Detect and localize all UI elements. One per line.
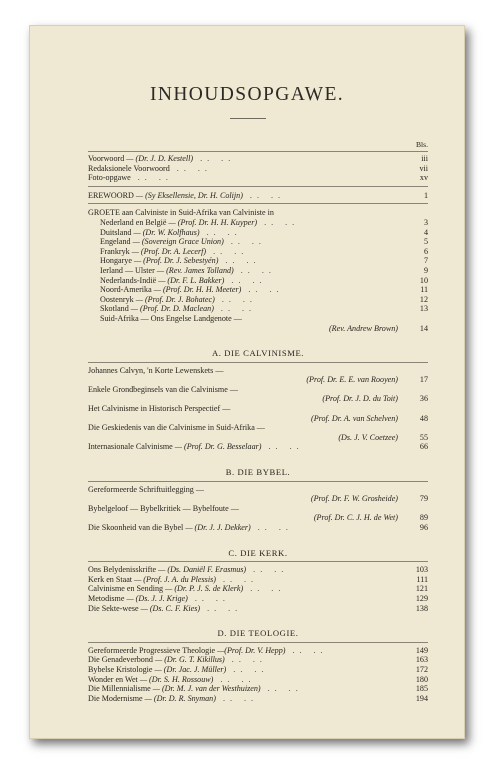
divider (88, 362, 428, 363)
entry-title: Die Sekte-wese (88, 603, 139, 613)
toc-entry (88, 655, 428, 665)
toc-entry (88, 266, 428, 276)
entry-author: — (Prof. Dr. D. Maclean) (128, 304, 214, 314)
entry-title: Oostenryk (100, 294, 134, 304)
leader-dots: .. .. (257, 217, 300, 227)
entry-title: Voorwoord (88, 154, 125, 163)
leader-dots: .. .. (233, 265, 276, 275)
leader-dots: .. .. (226, 664, 269, 674)
entry-title: Hongarye (100, 256, 132, 266)
toc-entry (88, 324, 428, 334)
leader-dots: .. .. (218, 256, 261, 266)
toc-content (88, 140, 428, 703)
entry-author: — (Prof. Dr. H. H. Meeter) (151, 285, 242, 295)
page-number: 11 (420, 285, 428, 295)
page-number: 66 (419, 442, 428, 452)
entry-author: — (Ds. C. F. Kies) (138, 603, 201, 613)
leader-dots: .. .. (250, 523, 293, 532)
toc-entry (88, 513, 428, 523)
spacer (88, 333, 428, 341)
toc-entry (88, 164, 428, 174)
page-number: 149 (415, 645, 428, 655)
page-number: 3 (423, 217, 428, 227)
page-number: 6 (423, 246, 428, 256)
entry-author: — (Dr. G. T. Kikillus) (152, 655, 225, 665)
divider (88, 561, 428, 562)
entry-author: — (Ds. Daniël F. Erasmus) (156, 565, 247, 575)
toc-entry (88, 684, 428, 694)
page-column-heading: Bls. (415, 140, 428, 149)
toc-entry (88, 295, 428, 305)
entry-title: EREWOORD (88, 190, 134, 200)
entry-author: — (Sovereign Grace Union) (130, 237, 224, 247)
entry-title: Die Skoonheid van die Bybel (88, 523, 184, 532)
toc-entry (88, 442, 428, 452)
leader-dots: .. .. (193, 154, 236, 163)
entry-author: — (Dr. S. H. Rossouw) (137, 674, 214, 684)
page-number: 4 (423, 227, 428, 237)
page-number: 172 (415, 664, 428, 674)
toc-entry (88, 191, 428, 201)
toc-entry (88, 285, 428, 295)
page-number: 1 (423, 190, 428, 200)
entry-title: Bybelse Kristologie (88, 664, 153, 674)
entry-author: — (Dr. Jac. J. Müller) (152, 664, 227, 674)
entry-author: — (Dr. W. Kolfhaus) (131, 227, 200, 237)
divider (88, 186, 428, 187)
leader-dots: .. .. (214, 294, 257, 304)
page-number: 17 (419, 375, 428, 385)
leader-dots: .. .. (200, 603, 243, 613)
section-heading: D. DIE TEOLOGIE. (217, 628, 299, 639)
entry-author: — (Prof. J. A. du Plessis) (132, 574, 216, 584)
entry-title: Die Genadeverbond (88, 655, 153, 665)
page-number: 138 (415, 603, 428, 613)
toc-entry (88, 494, 428, 504)
entry-title: Nederland en België (100, 217, 167, 227)
entry-title: Redaksionele Voorwoord (88, 163, 170, 173)
toc-entry (88, 237, 428, 247)
page-number: 9 (423, 265, 428, 275)
page-number: vii (419, 163, 428, 173)
entry-title: Noord-Amerika (100, 285, 152, 295)
leader-dots: .. .. (187, 593, 230, 603)
entry-author: — (Prof. Dr. A. Lecerf) (129, 246, 207, 256)
entry-title: Calvinisme en Sending (88, 584, 164, 594)
toc-entry-title: Gereformeerde Schriftuitlegging — (88, 484, 204, 494)
toc-entry (88, 256, 428, 266)
leader-dots: .. .. (242, 190, 286, 200)
spacer (88, 452, 428, 460)
page-number: 7 (423, 256, 428, 266)
entry-author: — (Dr. D. R. Snyman) (142, 693, 216, 703)
page-number: 180 (415, 674, 428, 684)
entry-author: — (Ds. J. J. Krige) (124, 593, 188, 603)
entry-author: (Prof. Dr. F. W. Grosheide) (310, 494, 398, 504)
toc-entry-title: Enkele Grondbeginsels van die Calvinisme — (88, 384, 238, 394)
page-number: 12 (419, 294, 428, 304)
page-number: 185 (415, 684, 428, 694)
page-number: 89 (419, 513, 428, 523)
divider (88, 203, 428, 204)
entry-author: (Ds. J. V. Coetzee) (338, 432, 398, 442)
page-number: 111 (416, 574, 428, 584)
page-number: 96 (419, 523, 428, 532)
toc-entry (88, 375, 428, 385)
page-number: 36 (419, 394, 428, 404)
entry-title: Metodisme (88, 593, 125, 603)
leader-dots: .. .. (223, 237, 266, 247)
title-rule (230, 118, 266, 119)
toc-entry (88, 584, 428, 594)
entry-author: (Prof. Dr. C. J. H. de Wet) (313, 513, 398, 523)
page-number: 48 (419, 413, 428, 423)
entry-title: Skotland (100, 304, 129, 314)
toc-entry (88, 675, 428, 685)
toc-entry (88, 523, 428, 533)
entry-author: —(Prof. Dr. V. Hepp) (215, 645, 286, 655)
toc-entry-title: Bybelgeloof — Bybelkritiek — Bybelfoute — (88, 503, 239, 513)
toc-entry (88, 276, 428, 286)
entry-author: — (Prof. Dr. G. Besselaar) (172, 442, 262, 452)
section-intro: GROETE aan Calviniste in Suid-Afrika van Calviniste in (88, 208, 274, 218)
entry-author: — (Dr. P. J. S. de Klerk) (163, 584, 244, 594)
toc-entry (88, 218, 428, 228)
toc-entry (88, 665, 428, 675)
page-number: 10 (419, 275, 428, 285)
entry-author: (Prof. Dr. J. D. du Toit) (322, 394, 398, 404)
divider (88, 151, 428, 152)
leader-dots: .. .. (224, 655, 267, 665)
section-heading: B. DIE BYBEL. (225, 467, 291, 478)
entry-title: Foto-opgawe (88, 173, 131, 183)
toc-entry (88, 604, 428, 614)
leader-dots: .. .. (224, 275, 267, 285)
toc-entry (88, 565, 428, 575)
entry-title: Internasionale Calvinisme (88, 442, 173, 452)
toc-entry-title: Het Calvinisme in Historisch Perspectief — (88, 404, 231, 414)
toc-entry (88, 646, 428, 656)
spacer (88, 533, 428, 541)
page-number: 129 (415, 593, 428, 603)
section-heading: C. DIE KERK. (228, 547, 288, 558)
page-number: 5 (423, 237, 428, 247)
book-page (29, 25, 465, 739)
toc-entry-title: Die Geskiedenis van die Calvinisme in Suid-Afrika — (88, 423, 265, 433)
toc-entry (88, 394, 428, 404)
entry-title: Wonder en Wet (88, 674, 138, 684)
entry-author: — (Sy Eksellensie, Dr. H. Colijn) (133, 190, 243, 200)
entry-title: Duitsland (100, 227, 132, 237)
toc-entry-title: Johannes Calvyn, 'n Korte Lewenskets — (88, 365, 224, 375)
toc-entry (88, 575, 428, 585)
toc-entry (88, 247, 428, 257)
entry-author: (Rev. Andrew Brown) (328, 323, 398, 333)
leader-dots: .. .. (213, 304, 257, 314)
entry-author: (Prof. Dr. E. E. van Rooyen) (306, 375, 398, 385)
leader-dots: .. .. (243, 584, 286, 594)
leader-dots: .. .. (261, 442, 304, 452)
toc-entry (88, 173, 428, 183)
entry-title: Die Modernisme (88, 693, 143, 703)
page-number: 79 (419, 494, 428, 504)
entry-title: Engeland (100, 237, 131, 247)
leader-dots: .. .. (169, 163, 212, 173)
page-number: 103 (415, 565, 428, 575)
entry-author: — (Dr. J. J. Dekker) (183, 523, 251, 532)
entry-author: — (Prof. Dr. H. H. Kuyper) (166, 217, 258, 227)
leader-dots: .. .. (285, 645, 328, 655)
leader-dots: .. .. (130, 173, 173, 183)
page-number: 194 (415, 693, 428, 703)
leader-dots: .. .. (213, 674, 256, 684)
leader-dots: .. .. (215, 693, 259, 703)
entry-author: — (Dr. M. J. van der Westhuizen) (150, 684, 261, 694)
entry-title: Kerk en Staat (88, 574, 133, 584)
entry-author: — (Dr. F. L. Bakker) (156, 275, 225, 285)
spacer (88, 613, 428, 621)
toc-entry (88, 433, 428, 443)
entry-author: — (Rev. James Tolland) (154, 265, 234, 275)
page-number: 163 (415, 655, 428, 665)
page-number: 55 (419, 432, 428, 442)
page-number: 13 (419, 304, 428, 314)
page-number: xv (419, 173, 428, 183)
toc-entry (88, 694, 428, 704)
leader-dots: .. .. (199, 227, 242, 237)
toc-entry-title: Suid-Afrika — Ons Engelse Landgenote — (100, 313, 242, 323)
toc-entry (88, 228, 428, 238)
entry-title: Ons Belydenisskrifte (88, 565, 157, 575)
section-heading: A. DIE CALVINISME. (211, 348, 305, 359)
page-title: INHOUDSOPGAWE. (149, 84, 345, 105)
entry-title: Frankryk (100, 246, 130, 256)
toc-entry (88, 594, 428, 604)
entry-title: Die Millennialisme (88, 684, 151, 694)
page-number: 121 (415, 584, 428, 594)
entry-title: Ierland — Ulster (100, 265, 155, 275)
entry-author: — (Dr. J. D. Kestell) (124, 154, 194, 163)
toc-entry (88, 154, 428, 164)
entry-title: Nederlands-Indië (100, 275, 157, 285)
entry-author: — (Prof. Dr. J. Bohatec) (133, 294, 215, 304)
leader-dots: .. .. (246, 565, 289, 575)
leader-dots: .. .. (241, 285, 284, 295)
leader-dots: .. .. (260, 684, 303, 694)
toc-entry (88, 414, 428, 424)
leader-dots: .. .. (206, 246, 249, 256)
page-number: iii (421, 154, 428, 163)
divider (88, 481, 428, 482)
toc-entry (88, 304, 428, 314)
entry-title: Gereformeerde Progressieve Theologie (88, 645, 216, 655)
divider (88, 642, 428, 643)
page-number: 14 (419, 323, 428, 333)
entry-author: (Prof. Dr. A. van Schelven) (311, 413, 398, 423)
leader-dots: .. .. (215, 574, 259, 584)
entry-author: — (Prof. Dr. J. Sebestyén) (131, 256, 219, 266)
